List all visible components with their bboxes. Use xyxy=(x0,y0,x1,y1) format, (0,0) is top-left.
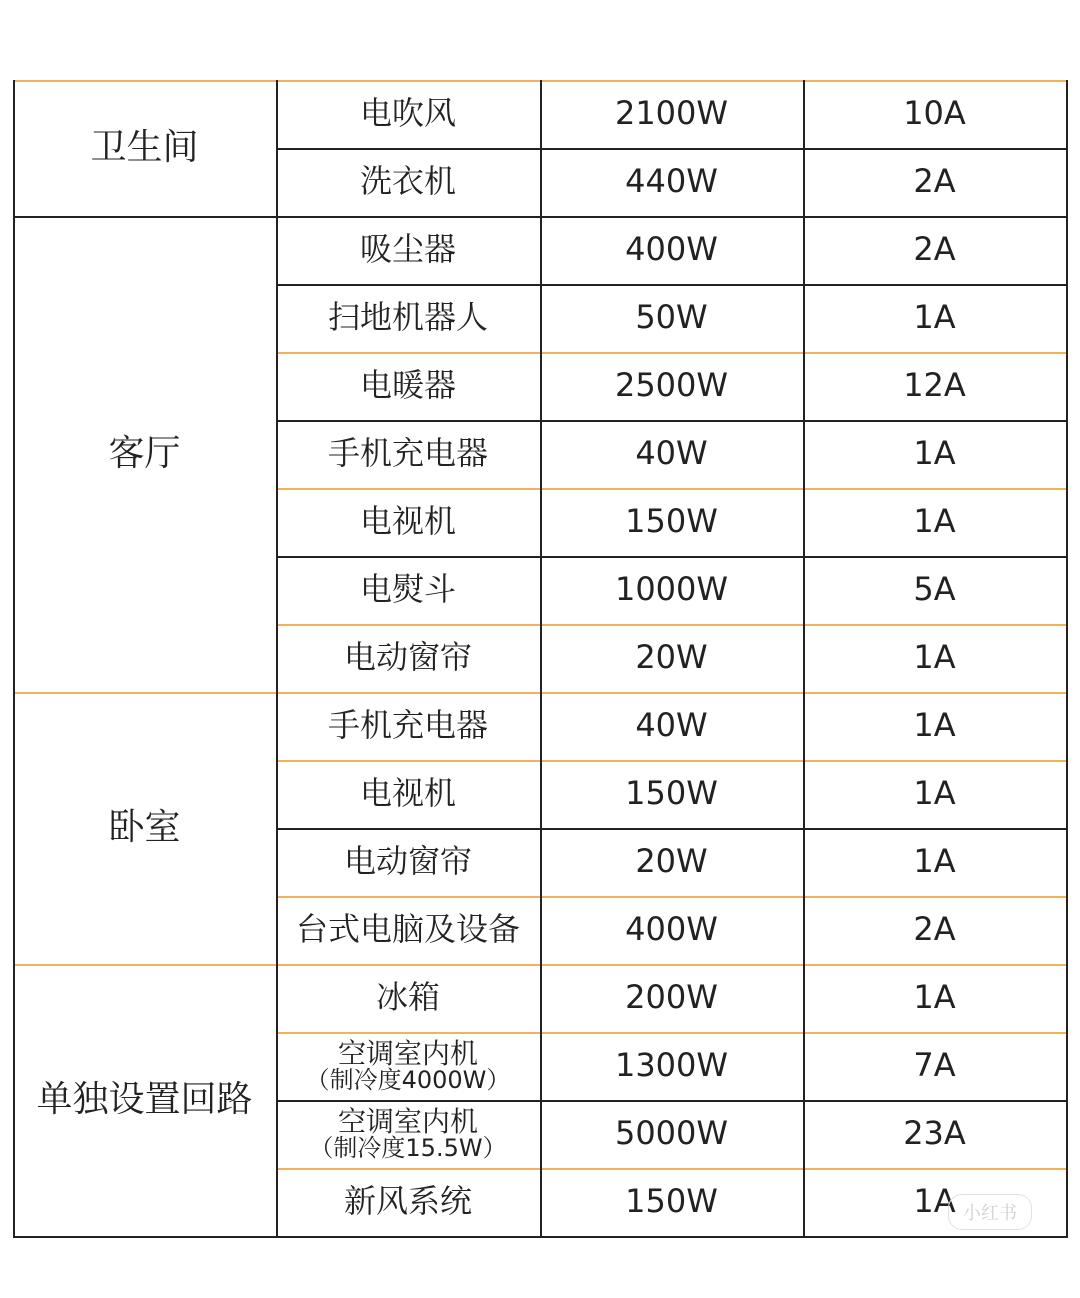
current-cell: 2A xyxy=(913,910,956,949)
current-cell: 23A xyxy=(903,1114,966,1153)
current-cell: 1A xyxy=(913,502,956,541)
current-cell: 2A xyxy=(913,162,956,201)
appliance-name: 台式电脑及设备 xyxy=(295,910,520,949)
appliance-cell xyxy=(276,896,540,964)
appliance-cell xyxy=(276,420,540,488)
column-divider xyxy=(13,80,15,1238)
column-divider xyxy=(1066,80,1068,1238)
power-cell: 40W xyxy=(635,434,708,473)
power-cell: 1000W xyxy=(614,570,729,609)
current-cell: 1A xyxy=(913,978,956,1017)
power-cell: 150W xyxy=(625,774,718,813)
power-cell: 50W xyxy=(635,298,708,337)
appliance-note: （制冷度4000W） xyxy=(305,1066,511,1095)
current-cell: 7A xyxy=(913,1046,956,1085)
appliance-cell xyxy=(276,80,540,148)
appliance-cell xyxy=(276,1100,540,1168)
appliance-cell xyxy=(276,1168,540,1236)
current-cell: 1A xyxy=(913,842,956,881)
current-cell: 1A xyxy=(913,298,956,337)
current-cell: 1A xyxy=(913,638,956,677)
appliance-name: 扫地机器人 xyxy=(327,298,488,337)
appliance-name: 洗衣机 xyxy=(359,162,456,201)
appliance-cell xyxy=(276,692,540,760)
appliance-name: 电动窗帘 xyxy=(343,842,472,881)
room-name-cell: 卧室 xyxy=(108,807,181,849)
appliance-name: 空调室内机 xyxy=(337,1104,478,1138)
appliance-cell xyxy=(276,556,540,624)
appliance-name: 新风系统 xyxy=(343,1182,472,1221)
appliance-note: （制冷度15.5W） xyxy=(309,1134,507,1163)
appliance-cell xyxy=(276,828,540,896)
power-cell: 40W xyxy=(635,706,708,745)
appliance-name: 空调室内机 xyxy=(337,1036,478,1070)
power-cell: 2500W xyxy=(614,366,729,405)
appliance-name: 吸尘器 xyxy=(359,230,456,269)
appliance-name: 电视机 xyxy=(359,502,456,541)
appliance-name: 电视机 xyxy=(359,774,456,813)
appliance-name: 电动窗帘 xyxy=(343,638,472,677)
appliance-name: 冰箱 xyxy=(375,978,440,1017)
room-name-cell: 卫生间 xyxy=(90,127,199,169)
power-cell: 400W xyxy=(625,910,718,949)
current-cell: 5A xyxy=(913,570,956,609)
appliance-cell xyxy=(276,964,540,1032)
power-cell: 150W xyxy=(625,502,718,541)
room-name-cell: 单独设置回路 xyxy=(36,1079,253,1121)
power-cell: 5000W xyxy=(614,1114,729,1153)
current-cell: 10A xyxy=(903,94,966,133)
power-cell: 200W xyxy=(625,978,718,1017)
appliance-name: 电熨斗 xyxy=(359,570,456,609)
appliance-name: 手机充电器 xyxy=(327,706,488,745)
appliance-name: 电吹风 xyxy=(359,94,456,133)
appliance-cell xyxy=(276,760,540,828)
appliance-cell xyxy=(276,148,540,216)
appliance-name: 手机充电器 xyxy=(327,434,488,473)
column-divider xyxy=(803,80,805,1238)
power-cell: 400W xyxy=(625,230,718,269)
column-divider xyxy=(276,80,278,1238)
current-cell: 12A xyxy=(903,366,966,405)
appliance-cell xyxy=(276,352,540,420)
power-cell: 440W xyxy=(625,162,718,201)
current-cell: 1A xyxy=(913,774,956,813)
appliance-name: 电暖器 xyxy=(359,366,456,405)
power-cell: 150W xyxy=(625,1182,718,1221)
current-cell: 1A xyxy=(913,1182,956,1221)
power-cell: 2100W xyxy=(614,94,729,133)
appliance-cell xyxy=(276,1032,540,1100)
power-cell: 20W xyxy=(635,638,708,677)
appliance-cell xyxy=(276,488,540,556)
appliance-cell xyxy=(276,284,540,352)
power-cell: 20W xyxy=(635,842,708,881)
appliance-cell xyxy=(276,216,540,284)
appliance-cell xyxy=(276,624,540,692)
column-divider xyxy=(540,80,542,1238)
room-name-cell: 客厅 xyxy=(108,433,181,475)
current-cell: 2A xyxy=(913,230,956,269)
current-cell: 1A xyxy=(913,434,956,473)
current-cell: 1A xyxy=(913,706,956,745)
watermark-logo: 小红书 xyxy=(948,1194,1032,1230)
power-cell: 1300W xyxy=(614,1046,729,1085)
